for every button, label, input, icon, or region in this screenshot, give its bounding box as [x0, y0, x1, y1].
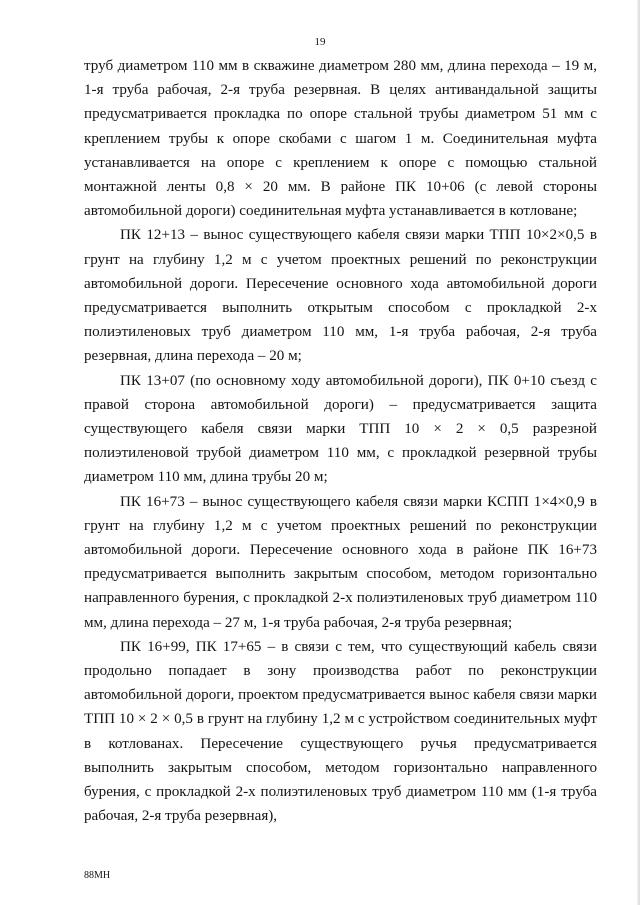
- paragraph-pk-13-07: ПК 13+07 (по основному ходу автомобильной дороги), ПК 0+10 съезд с правой сторона автомобильной дороги) – предусматривается защита существующего кабеля связи марки ТПП 10 × 2 × 0,5 разрезной полиэтиленовой трубой диаметром 110 мм, с прокладкой резервной трубы диаметром 110 мм, длина трубы 20 м;: [84, 372, 597, 486]
- paragraph-pk-16-99: ПК 16+99, ПК 17+65 – в связи с тем, что существующий кабель связи продольно попадает в зону производства работ по реконструкции автомобильной дороги, проектом предусматривается вынос кабеля связи марки ТПП 10 × 2 × 0,5 в грунт на глубину 1,2 м с устройством соединительных муфт в котлованах. Пересечение существующего ручья предусматривается выполнить закрытым способом, методом горизонтально направленного бурения, с прокладкой 2-х полиэтиленовых труб диаметром 110 мм (1-я труба рабочая, 2-я труба резервная),: [84, 638, 597, 825]
- page-number: 19: [314, 36, 326, 48]
- footer-code: 88МН: [84, 870, 111, 881]
- paragraph-pk-12-13: ПК 12+13 – вынос существующего кабеля связи марки ТПП 10×2×0,5 в грунт на глубину 1,2 м с учетом проектных решений по реконструкции автомобильной дороги. Пересечение основного хода автомобильной дороги предусматривается выполнить открытым способом с прокладкой 2-х полиэтиленовых труб диаметром 110 мм, 1-я труба рабочая, 2-я труба резервная, длина перехода – 20 м;: [84, 227, 597, 365]
- document-body: [84, 54, 597, 829]
- paragraph-continuation: труб диаметром 110 мм в скважине диаметром 280 мм, длина перехода – 19 м, 1-я труба рабочая, 2-я труба резервная. В целях антивандальной защиты предусматривается прокладка по опоре стальной трубы диаметром 51 мм с креплением трубы к опоре скобами с шагом 1 м. Соединительная муфта устанавливается на опоре с креплением к опоре с помощью стальной монтажной ленты 0,8 × 20 мм. В районе ПК 10+06 (с левой стороны автомобильной дороги) соединительная муфта устанавливается в котловане;: [84, 58, 597, 220]
- paragraph-pk-16-73: ПК 16+73 – вынос существующего кабеля связи марки КСПП 1×4×0,9 в грунт на глубину 1,2 м с учетом проектных решений по реконструкции автомобильной дороги. Пересечение основного хода в районе ПК 16+73 предусматривается выполнить закрытым способом, методом горизонтально направленного бурения, с прокладкой 2-х полиэтиленовых труб диаметром 110 мм, длина перехода – 27 м, 1-я труба рабочая, 2-я труба резервная;: [84, 493, 597, 631]
